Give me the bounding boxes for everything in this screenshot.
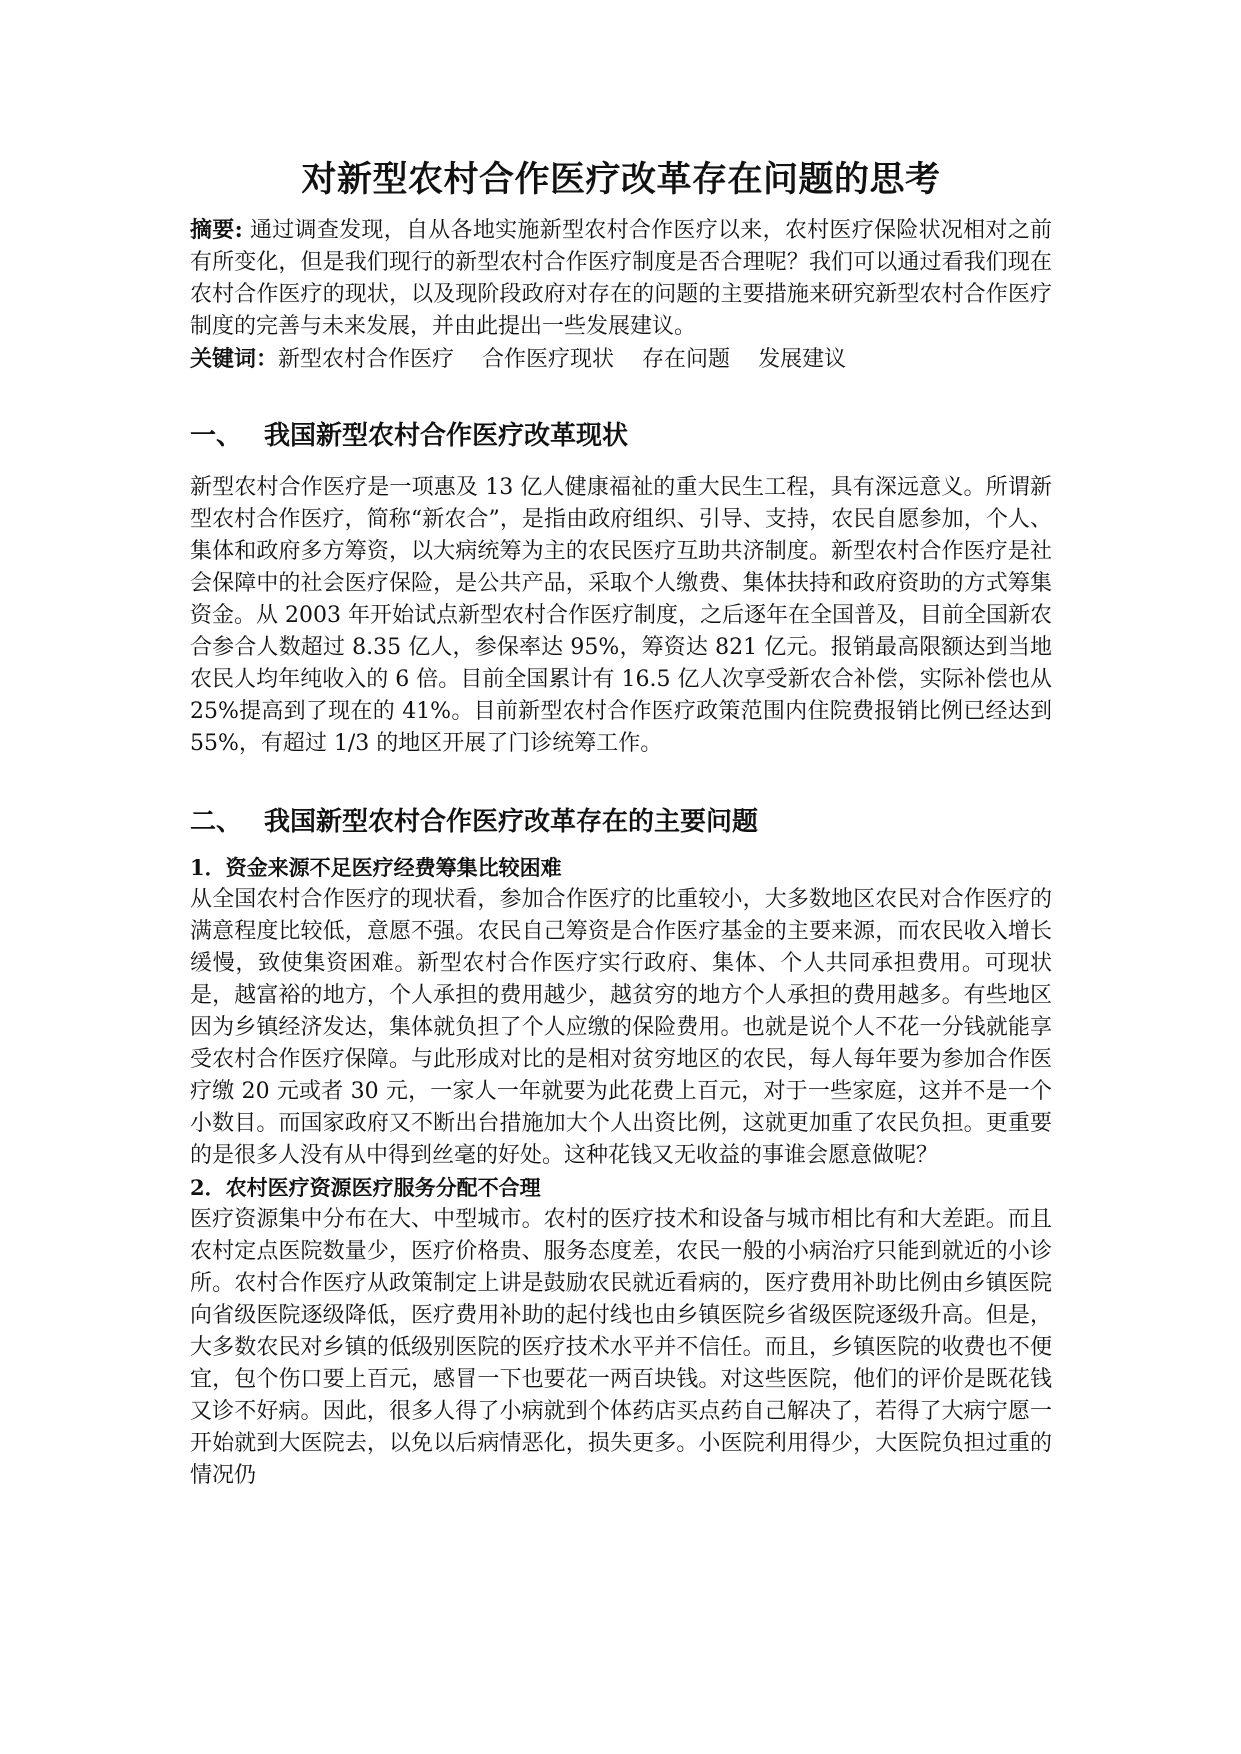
section-heading-1 bbox=[190, 416, 1052, 456]
abstract-text: 通过调查发现，自从各地实施新型农村合作医疗以来，农村医疗保险状况相对之前有所变化，但是我们现行的新型农村合作医疗制度是否合理呢？我们可以通过看我们现在农村合作医疗的现状，以及现阶段政府对存在的问题的主要措施来研究新型农村合作医疗制度的完善与未来发展，并由此提出一些发展建议。 bbox=[190, 218, 1053, 339]
keywords bbox=[190, 343, 1052, 376]
subsection-1-paragraph: 从全国农村合作医疗的现状看，参加合作医疗的比重较小，大多数地区农民对合作医疗的满意程度比较低，意愿不强。农民自己筹资是合作医疗基金的主要来源，而农民收入增长缓慢，致使集资困难。新型农村合作医疗实行政府、集体、个人共同承担费用。可现状是，越富裕的地方，个人承担的费用越少，越贫穷的地方个人承担的费用越多。有些地区因为乡镇经济发达，集体就负担了个人应缴的保险费用。也就是说个人不花一分钱就能享受农村合作医疗保障。与此形成对比的是相对贫穷地区的农民，每人每年要为参加合作医疗缴 20 元或者 30 元，一家人一年就要为此花费上百元，对于一些家庭，这并不是一个小数目。而国家政府又不断出台措施加大个人出资比例，这就更加重了农民负担。更重要的是很多人没有从中得到丝毫的好处。这种花钱又无收益的事谁会愿意做呢？ bbox=[190, 887, 1052, 1168]
subsection-heading-2: 2．农村医疗资源医疗服务分配不合理 bbox=[190, 1175, 541, 1200]
document-title: 对新型农村合作医疗改革存在问题的思考 bbox=[301, 159, 941, 200]
keyword-item: 发展建议 bbox=[758, 347, 847, 372]
keyword-item: 合作医疗现状 bbox=[482, 347, 615, 372]
section-title: 我国新型农村合作医疗改革存在的主要问题 bbox=[264, 807, 759, 837]
keywords-label: 关键词： bbox=[190, 346, 279, 372]
section-number: 一、 bbox=[190, 421, 243, 451]
keyword-item: 存在问题 bbox=[642, 347, 731, 372]
section-heading-2 bbox=[190, 802, 1052, 842]
abstract-label: 摘要: bbox=[190, 217, 243, 243]
abstract bbox=[190, 214, 1052, 343]
section-number: 二、 bbox=[190, 807, 243, 837]
section-1-paragraph: 新型农村合作医疗是一项惠及 13 亿人健康福祉的重大民生工程，具有深远意义。所谓新型农村合作医疗，简称“新农合”，是指由政府组织、引导、支持，农民自愿参加，个人、集体和政府多方筹资，以大病统筹为主的农民医疗互助共济制度。新型农村合作医疗是社会保障中的社会医疗保险，是公共产品，采取个人缴费、集体扶持和政府资助的方式筹集资金。从 2003 年开始试点新型农村合作医疗制度，之后逐年在全国普及，目前全国新农合参合人数超过 8.35 亿人，参保率达 95%，筹资达 821 亿元。报销最高限额达到当地农民人均年纯收入的 6 倍。目前全国累计有 16.5 亿人次享受新农合补偿，实际补偿也从 25%提高到了现在的 41%。目前新型农村合作医疗政策范围内住院费报销比例已经达到 55%，有超过 1/3 的地区开展了门诊统筹工作。 bbox=[190, 475, 1052, 756]
keyword-item: 新型农村合作医疗 bbox=[278, 347, 455, 372]
section-title: 我国新型农村合作医疗改革现状 bbox=[264, 421, 629, 451]
subsection-2-paragraph: 医疗资源集中分布在大、中型城市。农村的医疗技术和设备与城市相比有和大差距。而且农村定点医院数量少，医疗价格贵、服务态度差，农民一般的小病治疗只能到就近的小诊所。农村合作医疗从政策制定上讲是鼓励农民就近看病的，医疗费用补助比例由乡镇医院向省级医院逐级降低，医疗费用补助的起付线也由乡镇医院乡省级医院逐级升高。但是，大多数农民对乡镇的低级别医院的医疗技术水平并不信任。而且，乡镇医院的收费也不便宜，包个伤口要上百元，感冒一下也要花一两百块钱。对这些医院，他们的评价是既花钱又诊不好病。因此，很多人得了小病就到个体药店买点药自己解决了，若得了大病宁愿一开始就到大医院去，以免以后病情恶化，损失更多。小医院利用得少，大医院负担过重的情况仍 bbox=[190, 1207, 1052, 1488]
subsection-heading-1: 1．资金来源不足医疗经费筹集比较困难 bbox=[190, 855, 562, 880]
document-body bbox=[190, 150, 1052, 1492]
